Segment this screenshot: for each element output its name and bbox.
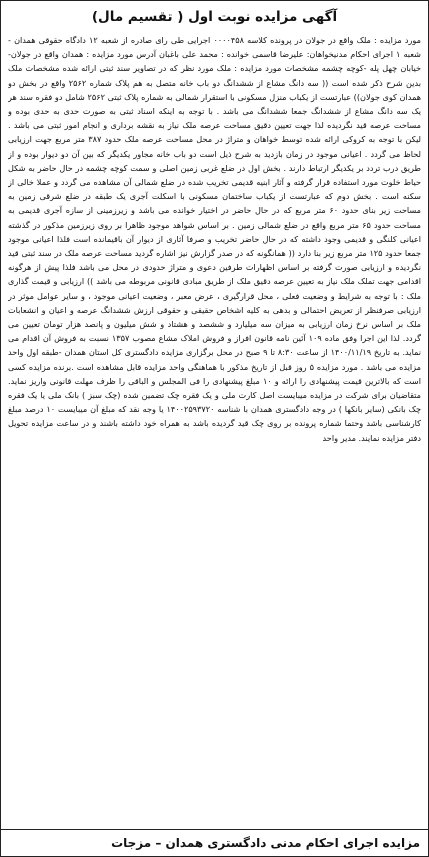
- notice-footer: مزایده اجرای احکام مدنی دادگستری همدان – مزجات: [1, 829, 428, 856]
- notice-title: آگهی مزایده نوبت اول ( تقسیم مال): [91, 9, 338, 25]
- notice-body: مورد مزایده : ملک واقع در جولان در پرونده کلاسه ۰۰۰۰۴۵۸ اجرایی طی رای صادره از شعبه ۱۲ دادگاه حقوقی همدان - شعبه ۱ اجرای احکام مدنیخواهان: علیرضا قاسمی خوانده : محمد علی باغبان آدرس مورد مزایده : همدان واقع در جولان- خیابان چهل پله -کوچه چشمه مشخصات مورد مزایده : ملک مورد نظر که در تصاویر سند ثبتی ارائه شده مشخصات ملک بدین شرح ذکر شده است (( سه دانگ مشاع از ششدانگ دو باب خانه متصل به هم پلاک شماره ۲۵۶۲ واقع در بخش دو همدان کوی جولان)) عبارتست از یکباب منزل مسکونی با استقرار شمالی به شماره پلاک ثبتی ۲۵۶۲ شامل دو فقره سند هر یک سه دانگ مشاع از ششدانگ جمعا ششدانگ می باشد . با توجه به اینکه اسناد ثبتی به صورت حدی به حدی بوده و مساحت عرصه قید نگردیده لذا جهت تعیین دقیق مساحت عرصه ملک نیاز به نقشه برداری و انجام امور ثبتی می باشد . لیکن با توجه به کروکی ارائه شده توسط خواهان و متراژ در محل مساحت عرصه ملک حدود ۳۸۷ متر مربع جهت ارزیابی لحاظ می گردد . اعیانی موجود در زمان بازدید به شرح ذیل است دو باب خانه مجاور یکدیگر که بین آن دو دیوار بوده و از طریق درب تردد بر یکدیگر ارتباط دارند . بخش اول در ضلع غربی زمین اصلی و سمت کوچه چشمه در حال حاضر به شکل حیاط خلوت مورد استفاده قرار گرفته و آثار ابنیه قدیمی تخریب شده در ضلع شمالی آن مشاهده می گردد و عملا خالی از سکنه است . بخش دوم که عبارتست از یکباب ساختمان مسکونی با اسکلت آجری یک طبقه در ضلع شرقی زمین به مساحت زیر بنای حدود ۶۰ متر مربع که در حال حاضر در اختیار خوانده می باشد و زیرزمینی از سازه آجری قدیمی به مساحت حدود ۶۵ متر مربع واقع در ضلع شمالی زمین . بر اساس شواهد موجود ظاهرا بر روی زیرزمین مذکور در گذشته اعیانی کلنگی و قدیمی وجود داشته که در حال حاضر تخریب و صرفا آثاری از دیوار آن باقیمانده است فلذا اعیانی موجود جمعا حدود ۱۲۵ متر مربع زیر بنا دارد (( همانگونه که در صدر گزارش نیز اشاره گردید مساحت عرصه ملک در سند ثبتی قید نگردیده و ارزیابی صورت گرفته بر اساس اظهارات طرفین دعوی و متراژ حدودی در محل می باشد فلذا پیش از هرگونه اقدامی جهت تملک ملک نیاز به تعیین عرصه دقیق ملک از طریق مبادی قانونی مربوطه می باشد )) ارزیابی و قیمت گذاری ملک : با توجه به شرایط و وضعیت فعلی ، محل قرارگیری ، عرض معبر ، وضعیت اعیانی موجود ، و سایر عوامل موثر در ارزیابی صرفنظر از تعریض احتمالی و بدهی به کلیه اشخاص حقیقی و حقوقی ارزش ششدانگ عرصه و اعیان و انشعابات ملک بر اساس نرخ زمان ارزیابی به میزان سه میلیارد و ششصد و هشتاد و شش میلیون و پانصد هزار تومان تعیین می گردد. لذا این اجرا وفق ماده ۱۰۹ آئین نامه قانون افراز و فروش املاک مشاع مصوب ۱۳۵۷ نسبت به فروش آن اقدام می نماید. به تاریخ ۱۴۰۰/۱۱/۱۹ از ساعت ۸:۳۰ تا ۹ صبح در محل برگزاری مزایده دادگستری کل استان همدان -طبقه اول واحد مزایده می باشد . مورد مزایده ۵ روز قبل از تاریخ مذکور با هماهنگی واحد مزایده قابل مشاهده است .برنده مزایده کسی است که بالاترین قیمت پیشنهادی را ارائه و ۱۰ مبلغ پیشنهادی را فی المجلس و الباقی را ظرف مهلت قانونی واریز نماید. متقاضیان برای شرکت در مزایده میبایست اصل کارت ملی و یک فقره چک تضمین شده (چک سبز ) بانک ملی یا یک فقره چک بانکی (سایر بانکها ) در وجه دادگستری همدان با شناسه ۱۴۰۰۲۵۹۳۷۲۰ یا وجه نقد که مبلغ آن میبایست ۱۰ درصد مبلغ کارشناسی باشد وحتما شماره پرونده بر روی چک قید گردیده باشد به همراه خود داشته باشند و در ساعت مزایده تحویل دفتر مزایده نمایند. مدیر واحد: [8, 35, 421, 443]
